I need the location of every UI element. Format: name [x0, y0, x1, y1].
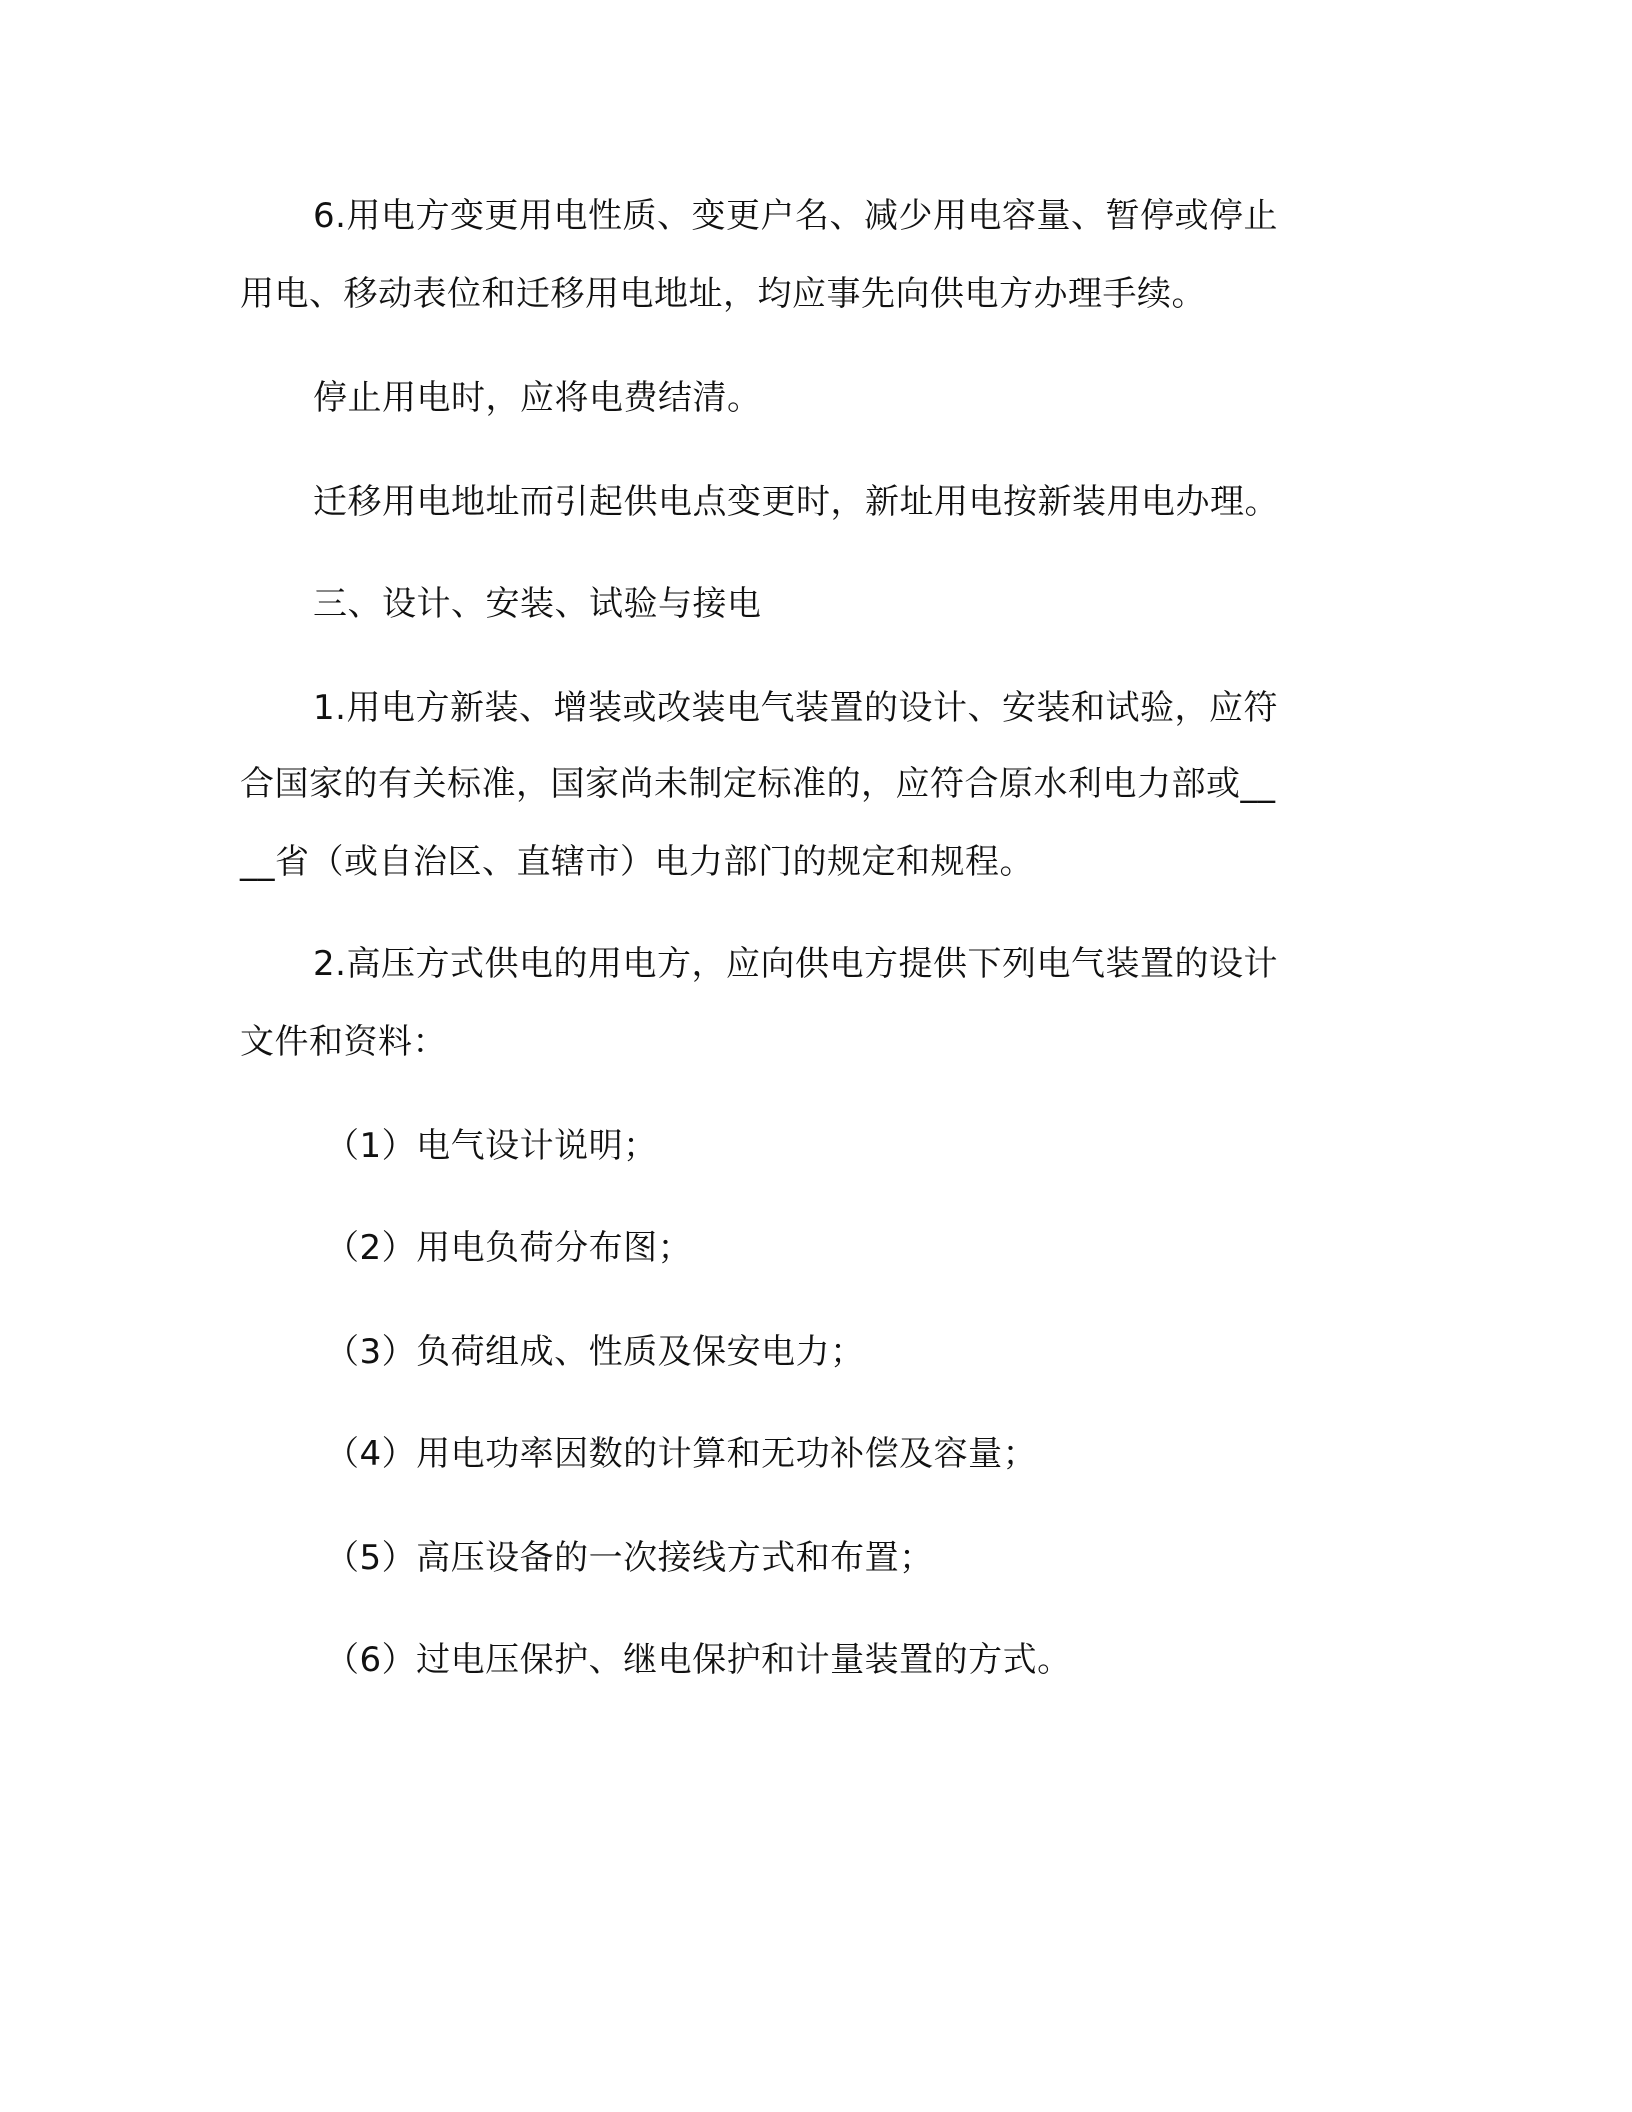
- paragraph-1-line-1: 1.用电方新装、增装或改装电气装置的设计、安装和试验，应符: [313, 688, 1278, 728]
- paragraph-6-line-1: 6.用电方变更用电性质、变更户名、减少用电容量、暂停或停止: [313, 196, 1278, 236]
- paragraph-6-line-2: 用电、移动表位和迁移用电地址，均应事先向供电方办理手续。: [240, 274, 1206, 314]
- paragraph-2-line-2: 文件和资料：: [240, 1022, 447, 1062]
- paragraph-1-line-3: __省（或自治区、直辖市）电力部门的规定和规程。: [240, 842, 1034, 882]
- paragraph-2-line-1: 2.高压方式供电的用电方，应向供电方提供下列电气装置的设计: [313, 944, 1278, 984]
- list-item-2: （2）用电负荷分布图；: [325, 1228, 693, 1268]
- section-heading-3: 三、设计、安装、试验与接电: [313, 584, 762, 624]
- list-item-4: （4）用电功率因数的计算和无功补偿及容量；: [325, 1434, 1038, 1474]
- paragraph-1-line-2: 合国家的有关标准，国家尚未制定标准的，应符合原水利电力部或__: [240, 764, 1276, 804]
- list-item-3: （3）负荷组成、性质及保安电力；: [325, 1332, 865, 1372]
- paragraph-relocation: 迁移用电地址而引起供电点变更时，新址用电按新装用电办理。: [313, 482, 1279, 522]
- paragraph-settle-fees: 停止用电时，应将电费结清。: [313, 378, 762, 418]
- list-item-5: （5）高压设备的一次接线方式和布置；: [325, 1538, 934, 1578]
- list-item-1: （1）电气设计说明；: [325, 1126, 658, 1166]
- list-item-6: （6）过电压保护、继电保护和计量装置的方式。: [325, 1640, 1072, 1680]
